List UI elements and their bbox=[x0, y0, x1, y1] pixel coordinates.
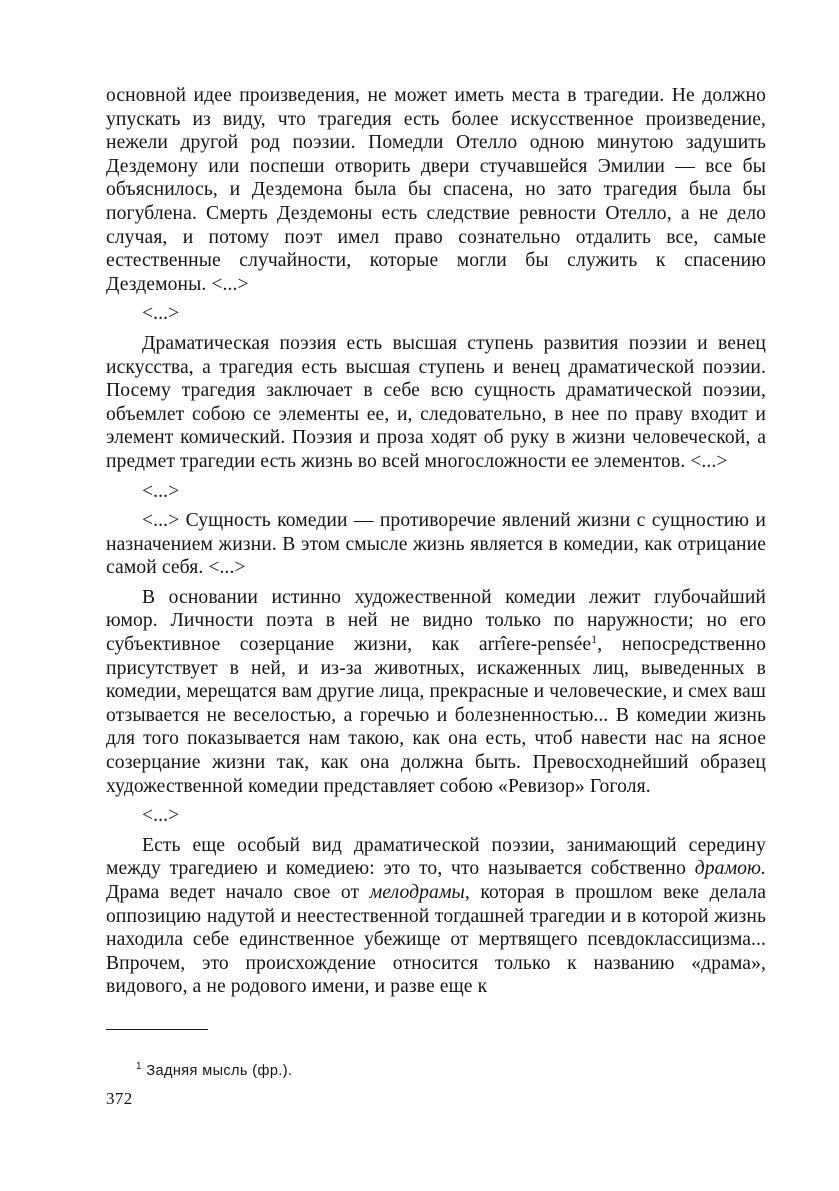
ellipsis-2: <...> bbox=[142, 480, 180, 502]
italic-term-melodrama: мелодрамы, bbox=[369, 882, 470, 903]
paragraph-5-text-c: которая в прошлом веке делала оппозицию надутой и неестественной тогдашней трагедии и в которой жизнь находила себе единственное убежище от мертвящего псевдоклассицизма... Впрочем, это происхождение относится только к названию «драма», видового, а не родового имени, и разве еще к bbox=[106, 882, 766, 998]
paragraph-4 bbox=[106, 586, 766, 798]
footnote-text: Задняя мысль (фр.). bbox=[141, 1063, 293, 1079]
page-number: 372 bbox=[106, 1089, 133, 1108]
paragraph-5-text-b: Драма ведет начало свое от bbox=[106, 882, 370, 903]
paragraph-4-text-b: , непосредственно присутствует в ней, и из-за животных, искаженных лиц, выведенных в комедии, мерещатся вам другие лица, прекрасные и человеческие, и смех ваш отзывается не веселостью, а горечью и болезненностью... В комедии жизнь для того показывается нам такою, как она есть, чтоб навести нас на ясное созерцание жизни так, как она должна быть. Превосходнейший образец художественной комедии представляет собою «Ревизор» Гоголя. bbox=[106, 634, 766, 797]
italic-term-drama: драмою. bbox=[694, 858, 766, 880]
footnote-reference: 1 bbox=[591, 632, 598, 647]
paragraph-4-text-a: В основании истинно художественной комедии лежит глубочайший юмор. Личности поэта в ней не видно только по наружности; но его субъективное созерцание жизни, как arrîere-pensée bbox=[106, 586, 766, 656]
main-text bbox=[106, 84, 766, 1005]
paragraph-1: основной идее произведения, не может иметь места в трагедии. Не должно упускать из виду, что трагедия есть более искусственное произведение, нежели другой род поэзии. Помедли Отелло одною минутою задушить Дездемону или поспеши отворить двери стучавшейся Эмилии — все бы объяснилось, и Дездемона была бы спасена, но зато трагедия была бы погублена. Смерть Дездемоны есть следствие ревности Отелло, а не дело случая, и потому поэт имел право сознательно отдалить все, самые естественные случайности, которые могли бы служить к спасению Дездемоны. <...> bbox=[106, 85, 766, 295]
footnote-divider bbox=[106, 1029, 208, 1030]
paragraph-3: <...> Сущность комедии — противоречие явлений жизни с сущностию и назначением жизни. В этом смысле жизнь является в комедии, как отрицание самой себя. <...> bbox=[106, 510, 766, 579]
footnote-marker: 1 bbox=[136, 1061, 142, 1072]
paragraph-2: Драматическая поэзия есть высшая ступень развития поэзии и венец искусства, а трагедия есть высшая ступень и венец драматической поэзии. Посему трагедия заключает в себе всю сущность драматической поэзии, объемлет собою се элементы ее, и, следовательно, в нее по праву входит и элемент комический. Поэзия и проза ходят об руку в жизни человеческой, а предмет трагедии есть жизнь во всей многосложности ее элементов. <...> bbox=[106, 332, 766, 472]
ellipsis-1: <...> bbox=[142, 303, 180, 325]
ellipsis-3: <...> bbox=[142, 805, 180, 827]
footnote bbox=[136, 1062, 292, 1080]
paragraph-5-text-a: Есть еще особый вид драматической поэзии, занимающий середину между трагедиею и комедиею: это то, что называется собственно bbox=[106, 834, 766, 880]
paragraph-5 bbox=[106, 834, 766, 999]
